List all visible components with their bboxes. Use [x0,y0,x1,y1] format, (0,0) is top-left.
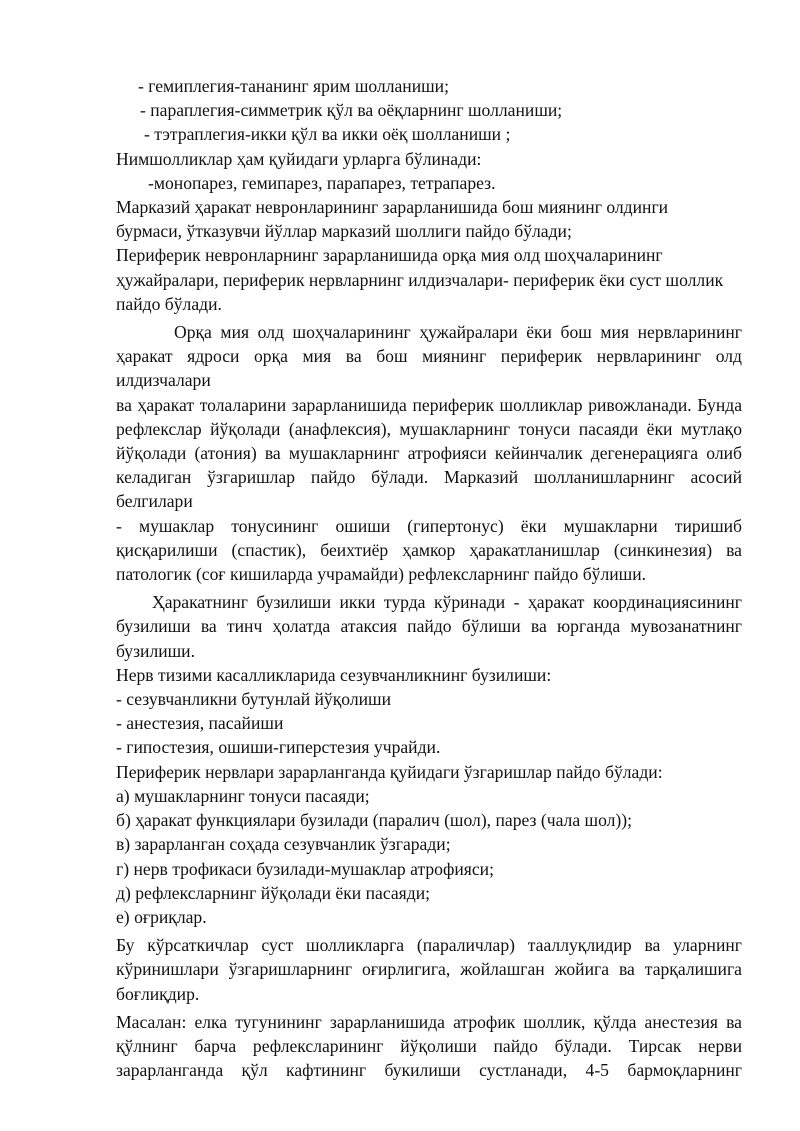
text-line: йўқолади (атония) ва мушакларнинг атрофияси кейинчалик дегенерацияга олиб [116,443,742,464]
text-line: б) ҳаракат функциялари бузилади (паралич (шол), парез (чала шол)); [116,810,633,831]
document-body [116,74,742,1082]
text-line: - сезувчанликни бутунлай йўқолиши [116,689,391,710]
text-line: Периферик невронларнинг зарарланишида орқа мия олд шоҳчаларининг [116,245,663,266]
text-line: бузилиши. [116,640,195,661]
text-line: пайдо бўлади. [116,293,222,314]
text-line: қўлнинг барча рефлексларининг йўқолиши пайдо бўлади. Тирсак нерви [116,1035,742,1056]
text-line: г) нерв трофикаси бузилади-мушаклар атрофияси; [116,858,494,879]
text-line: - анестезия, пасайиши [116,713,284,734]
text-line: ҳужайралари, периферик нервларнинг илдизчалари- периферик ёки суст шоллик [116,269,724,290]
text-line: рефлекслар йўқолади (анафлексия), мушакларнинг тонуси пасаяди ёки мутлақо [116,418,742,439]
text-line: Масалан: елка тугунининг зарарланишида атрофик шоллик, қўлда анестезия ва [116,1011,742,1032]
text-line: патологик (соғ кишиларда учрамайди) рефлексларнинг пайдо бўлиши. [116,564,647,585]
text-line: Ҳаракатнинг бузилиши икки турда кўринади - ҳаракат координациясининг [152,592,742,613]
text-line: - параплегия-симметрик қўл ва оёқларнинг шолланиши; [140,100,563,121]
text-line: келадиган ўзгаришлар пайдо бўлади. Марказий шолланишларнинг асосий белгилари [116,467,742,512]
text-line: қисқарилиши (спастик), беихтиёр ҳамкор ҳаракатланишлар (синкинезия) ва [116,539,742,560]
text-line: - гемиплегия-тананинг ярим шолланиши; [138,76,449,96]
text-line: ҳаракат ядроси орқа мия ва бош миянинг периферик нервларининг олд илдизчалари [116,346,742,391]
text-line: - мушаклар тонусининг ошиши (гипертонус) ёки мушакларни тиришиб [116,515,742,536]
text-line: Нерв тизими касалликларида сезувчанликнинг бузилиши: [116,664,552,685]
text-line: Нимшолликлар ҳам қуйидаги урларга бўлинади: [116,148,482,169]
text-line: - тэтраплегия-икки қўл ва икки оёқ шолланиши ; [144,124,511,145]
text-line: Орқа мия олд шоҳчаларининг ҳужайралари ёки бош мия нервларининг [174,322,742,343]
text-line: кўринишлари ўзгаришларнинг оғирлигига, жойлашган жойига ва тарқалишига [116,959,742,980]
text-line: -монопарез, гемипарез, парапарез, тетрапарез. [148,172,496,193]
text-line: Бу кўрсаткичлар суст шолликларга (параличлар) тааллуқлидир ва уларнинг [116,935,742,956]
text-line: ва ҳаракат толаларини зарарланишида периферик шолликлар ривожланади. Бунда [116,394,742,415]
text-line: боғлиқдир. [116,983,200,1004]
text-line: - гипостезия, ошиши-гиперстезия учрайди. [116,737,441,758]
text-line: в) зарарланган соҳада сезувчанлик ўзгаради; [116,834,451,855]
text-line: Периферик нервлари зарарланганда қуйидаги ўзгаришлар пайдо бўлади: [116,761,663,782]
text-line: е) оғриқлар. [116,906,207,927]
text-line: д) рефлексларнинг йўқолади ёки пасаяди; [116,882,430,903]
text-line: бурмаси, ўтказувчи йўллар марказий шоллиги пайдо бўлади; [116,221,572,242]
text-line: зарарланганда қўл кафтининг букилиши сустланади, 4-5 бармоқларнинг [116,1060,742,1081]
text-line: бузилиши ва тинч ҳолатда атаксия пайдо бўлиши ва юрганда мувозанатнинг [116,616,742,637]
text-line: а) мушакларнинг тонуси пасаяди; [116,785,370,806]
text-line: Марказий ҳаракат невронларининг зарарланишида бош миянинг олдинги [116,197,669,218]
